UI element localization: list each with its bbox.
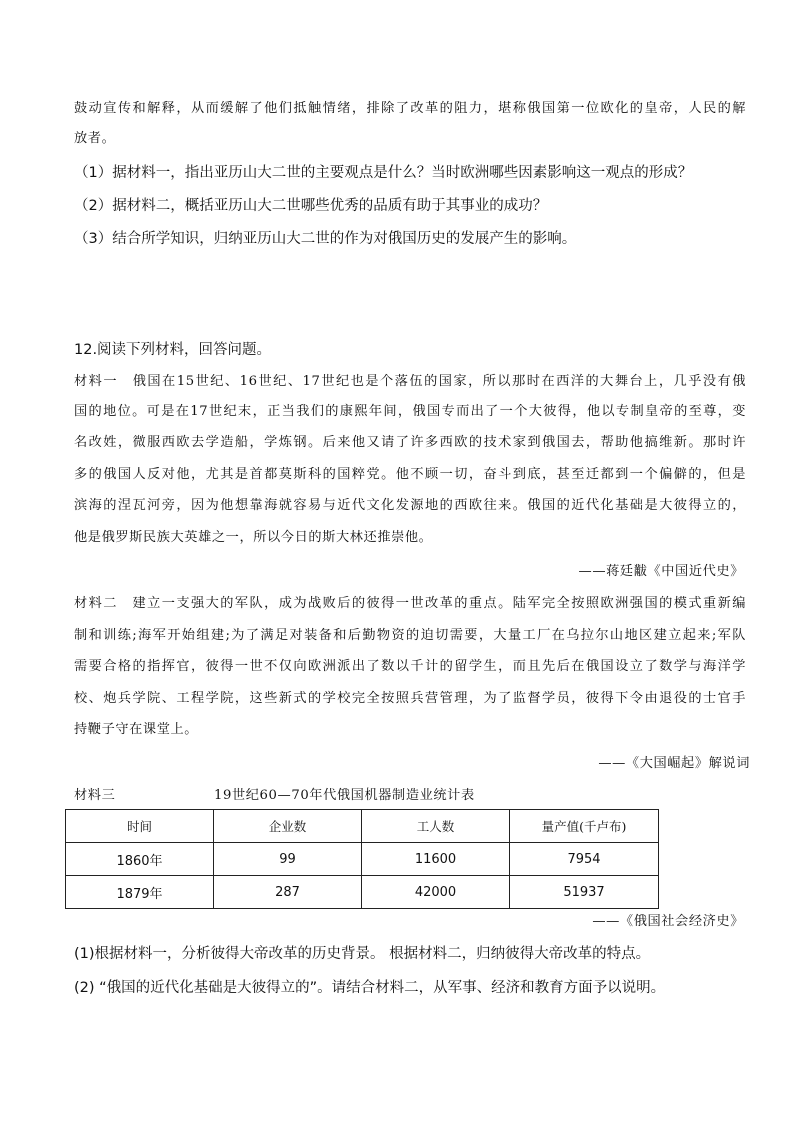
machine-industry-table — [65, 809, 659, 909]
table-header-cell: 时间 — [66, 810, 214, 843]
q12-subquestion-2: (2) “俄国的近代化基础是大彼得立的”。请结合材料二，从军事、经济和教育方面予以说明。 — [74, 980, 666, 996]
q12-subquestion-1: (1)根据材料一，分析彼得大帝改革的历史背景。 根据材料二，归纳彼得大帝改革的特点。 — [74, 946, 651, 962]
material2-source: ——《大国崛起》解说词 — [598, 756, 750, 771]
table-cell: 99 — [214, 843, 362, 876]
q11-subquestion-3: （3）结合所学知识，归纳亚历山大二世的作为对俄国历史的发展产生的影响。 — [74, 231, 577, 247]
material2-line-5: 持鞭子守在课堂上。 — [74, 722, 199, 737]
material3-label: 材料三 — [74, 788, 116, 803]
material1-line-1: 材料一 俄国在15世纪、16世纪、17世纪也是个落伍的国家，所以那时在西洋的大舞台上，几乎没有俄 — [74, 374, 746, 389]
table-cell: 1860年 — [66, 843, 214, 876]
table-cell: 11600 — [362, 843, 510, 876]
table-header-cell: 企业数 — [214, 810, 362, 843]
table-cell: 1879年 — [66, 876, 214, 909]
material1-source: ——蒋廷黻《中国近代史》 — [578, 564, 744, 579]
material1-line-5: 滨海的涅瓦河旁，因为他想靠海就容易与近代文化发源地的西欧往来。俄国的近代化基础是大彼得立的， — [74, 498, 746, 513]
table-header-cell: 量产值(千卢布) — [510, 810, 659, 843]
material2-line-2: 制和训练;海军开始组建;为了满足对装备和后勤物资的迫切需要，大量工厂在乌拉尔山地区建立起来;军队 — [74, 628, 746, 643]
material1-line-6: 他是俄罗斯民族大英雄之一，所以今日的斯大林还推崇他。 — [74, 530, 433, 545]
material2-line-1: 材料二 建立一支强大的军队，成为战败后的彼得一世改革的重点。陆军完全按照欧洲强国的模式重新编 — [74, 596, 746, 611]
table-cell: 287 — [214, 876, 362, 909]
table-cell: 7954 — [510, 843, 659, 876]
table-header-row — [66, 810, 659, 843]
material2-line-3: 需要合格的指挥官，彼得一世不仅向欧洲派出了数以千计的留学生，而且先后在俄国设立了数学与海洋学 — [74, 659, 746, 674]
material1-line-4: 多的俄国人反对他，尤其是首都莫斯科的国粹党。他不顾一切，奋斗到底，甚至迁都到一个偏僻的，但是 — [74, 467, 746, 482]
table-row — [66, 876, 659, 909]
table-cell: 51937 — [510, 876, 659, 909]
table-header-cell: 工人数 — [362, 810, 510, 843]
q11-subquestion-2: （2）据材料二，概括亚历山大二世哪些优秀的品质有助于其事业的成功？ — [74, 198, 548, 214]
material1-line-2: 国的地位。可是在17世纪末，正当我们的康熙年间，俄国专而出了一个大彼得，他以专制皇帝的至尊，变 — [74, 404, 746, 419]
material3-source: ——《俄国社会经济史》 — [592, 914, 744, 929]
q11-subquestion-1: （1）据材料一，指出亚历山大二世的主要观点是什么？当时欧洲哪些因素影响这一观点的形成？ — [74, 165, 693, 181]
material2-line-4: 校、炮兵学院、工程学院，这些新式的学校完全按照兵营管理，为了监督学员，彼得下令由退役的士官手 — [74, 691, 746, 706]
material3-caption: 19世纪60—70年代俄国机器制造业统计表 — [214, 788, 475, 803]
table-row — [66, 843, 659, 876]
table-cell: 42000 — [362, 876, 510, 909]
intro-line-1: 鼓动宣传和解释，从而缓解了他们抵触情绪，排除了改革的阻力，堪称俄国第一位欧化的皇帝，人民的解 — [74, 101, 746, 116]
material1-line-3: 名改姓，微服西欧去学造船，学炼钢。后来他又请了许多西欧的技术家到俄国去，帮助他搞维新。那时许 — [74, 435, 746, 450]
intro-line-2: 放者。 — [74, 131, 116, 146]
q12-title: 12.阅读下列材料，回答问题。 — [74, 342, 272, 358]
